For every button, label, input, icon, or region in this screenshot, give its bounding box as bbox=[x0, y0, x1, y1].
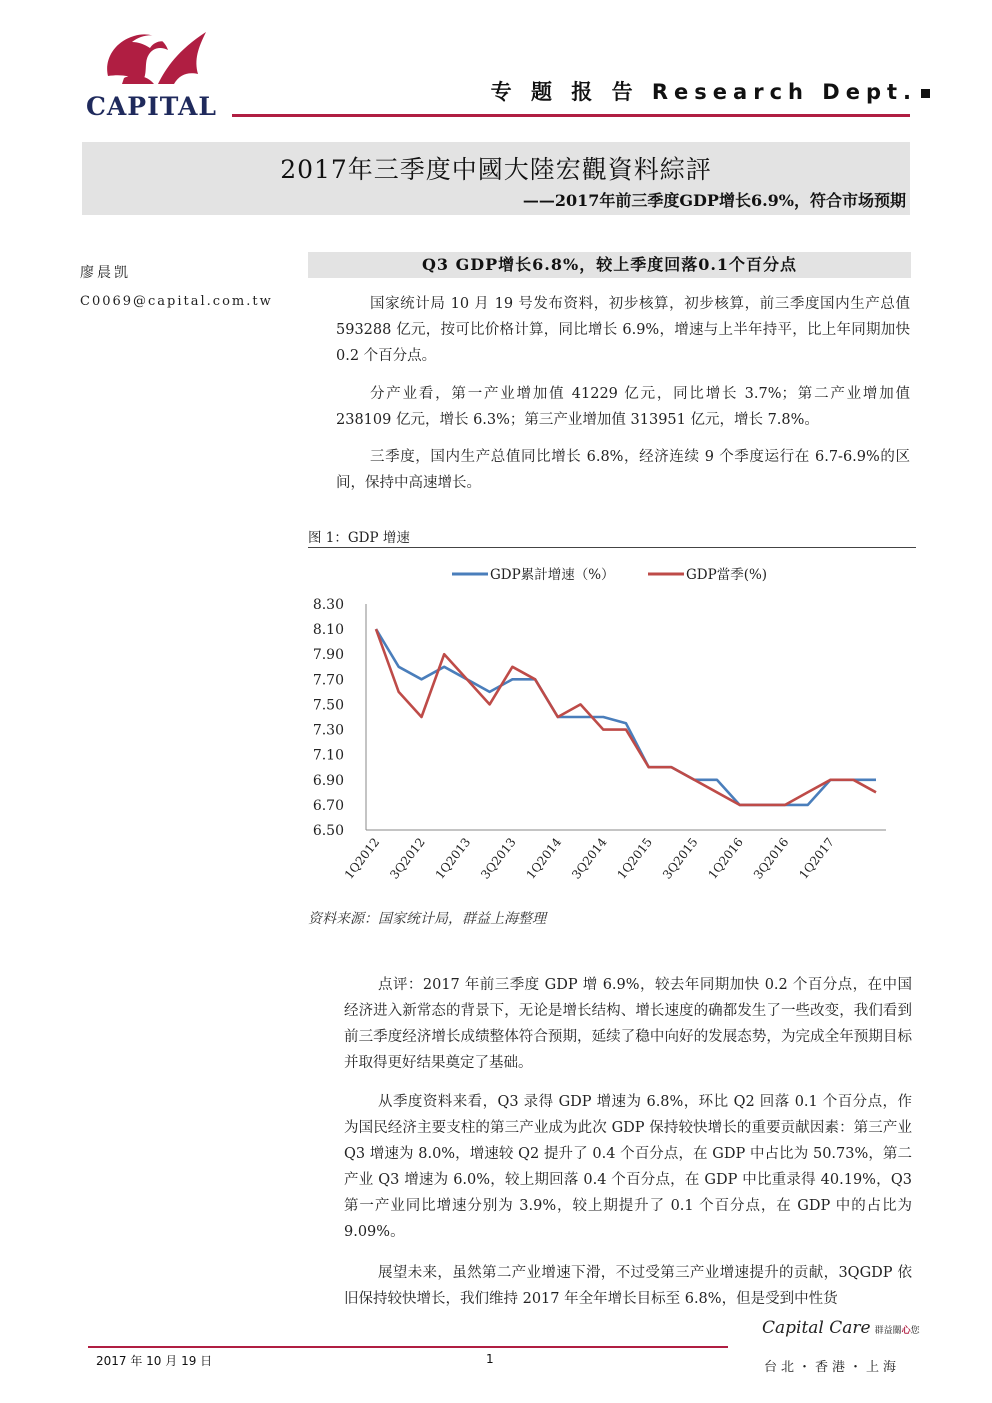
title-band bbox=[82, 142, 910, 215]
footer-rule bbox=[88, 1346, 728, 1348]
page-number: 1 bbox=[486, 1352, 494, 1366]
y-tick-label: 8.30 bbox=[312, 597, 344, 613]
x-tick-label: 1Q2014 bbox=[523, 835, 565, 882]
x-tick-label: 3Q2016 bbox=[750, 835, 792, 882]
y-tick-label: 6.50 bbox=[312, 823, 344, 839]
legend-label: GDP累計增速（%） bbox=[490, 567, 615, 583]
logo-wordmark: CAPITAL bbox=[86, 92, 217, 121]
footer-date: 2017 年 10 月 19 日 bbox=[96, 1354, 213, 1368]
x-tick-label: 3Q2012 bbox=[387, 835, 428, 882]
y-tick-label: 6.90 bbox=[312, 772, 344, 789]
legend-label: GDP當季(%) bbox=[686, 567, 768, 583]
y-tick-label: 7.90 bbox=[312, 647, 344, 664]
capital-care-brand: Capital Care 群益關心您 bbox=[762, 1318, 920, 1338]
x-tick-label: 1Q2017 bbox=[796, 835, 837, 882]
x-tick-label: 3Q2013 bbox=[478, 835, 519, 882]
report-title: 2017年三季度中國大陸宏觀資料綜評 bbox=[280, 155, 712, 184]
brand-tagline: 群益關心您 bbox=[874, 1326, 920, 1336]
x-tick-label: 3Q2015 bbox=[659, 835, 701, 882]
x-tick-label: 1Q2016 bbox=[705, 835, 747, 882]
paragraph-3: 三季度，国内生产总值同比增长 6.8%，经济连续 9 个季度运行在 6.7-6.9%的区间，保持中高速增长。 bbox=[336, 449, 910, 491]
paragraph-4: 点评：2017 年前三季度 GDP 增 6.9%，较去年同期加快 0.2 个百分点，在中国经济进入新常态的背景下，无论是增长结构、增长速度的确都发生了一些改变，我们看到前三季度经济增长成绩整体符合预期，延续了稳中向好的发展态势，为完成全年预期目标并取得更好结果奠定了基础。 bbox=[344, 977, 912, 1071]
series-line-cumulative bbox=[376, 629, 876, 805]
author-email[interactable]: C0069@capital.com.tw bbox=[80, 294, 273, 309]
x-tick-label: 1Q2013 bbox=[432, 835, 474, 882]
y-tick-label: 8.10 bbox=[312, 622, 344, 639]
section-heading: Q3 GDP增长6.8%，较上季度回落0.1个百分点 bbox=[308, 252, 911, 278]
gdp-line-chart bbox=[300, 552, 920, 902]
figure-caption: 图 1：GDP 增速 bbox=[308, 530, 410, 546]
y-tick-label: 7.50 bbox=[312, 697, 344, 714]
capital-logo bbox=[82, 28, 242, 120]
paragraph-2: 分产业看，第一产业增加值 41229 亿元，同比增长 3.7%；第二产业增加值 238109 亿元，增长 6.3%；第三产业增加值 313951 亿元，增长 7.8%。 bbox=[336, 386, 910, 428]
y-tick-label: 7.10 bbox=[312, 747, 344, 764]
y-tick-label: 6.70 bbox=[312, 797, 344, 814]
dept-label: 专 题 报 告 Research Dept. bbox=[491, 76, 930, 106]
y-tick-label: 7.70 bbox=[312, 672, 344, 689]
report-subtitle: ——2017年前三季度GDP增长6.9%，符合市场预期 bbox=[522, 191, 906, 210]
footer-cities: 台北・香港・上海 bbox=[764, 1360, 901, 1375]
paragraph-5: 从季度资料来看，Q3 录得 GDP 增速为 6.8%，环比 Q2 回落 0.1 个百分点，作为国民经济主要支柱的第三产业成为此次 GDP 保持较快增长的重要贡献因素：第三产业 Q3 增速为 8.0%，增速较 Q2 提升了 0.4 个百分点，在 GDP 中占比为 50.73%，第二产业 Q3 增速为 6.0%，较上期回落 0.4 个百分点，在 GDP 中比重录得 40.19%，Q3 第一产业同比增速分别为 3.9%，较上期提升了 0.1 个百分点，在 GDP 中的占比为 9.09%。 bbox=[344, 1094, 912, 1240]
header-rule bbox=[232, 114, 910, 117]
series-line-quarterly bbox=[376, 629, 876, 805]
author-name: 廖晨凯 bbox=[80, 265, 131, 281]
x-tick-label: 1Q2012 bbox=[341, 835, 383, 882]
x-tick-label: 3Q2014 bbox=[569, 835, 610, 882]
figure-source: 资料来源：国家统计局，群益上海整理 bbox=[308, 911, 546, 927]
y-tick-label: 7.30 bbox=[312, 722, 344, 739]
paragraph-1: 国家统计局 10 月 19 号发布资料，初步核算，初步核算，前三季度国内生产总值 593288 亿元，按可比价格计算，同比增长 6.9%，增速与上半年持平，比上年同期加快 0.2 个百分点。 bbox=[336, 296, 910, 364]
x-tick-label: 1Q2015 bbox=[614, 835, 656, 882]
paragraph-6: 展望未来，虽然第二产业增速下滑，不过受第三产业增速提升的贡献，3QGDP 依旧保持较快增长，我们维持 2017 年全年增长目标至 6.8%，但是受到中性货 bbox=[344, 1265, 912, 1307]
eagle-logo-icon bbox=[102, 28, 212, 90]
square-bullet-icon bbox=[921, 89, 930, 98]
figure-rule bbox=[308, 547, 916, 548]
